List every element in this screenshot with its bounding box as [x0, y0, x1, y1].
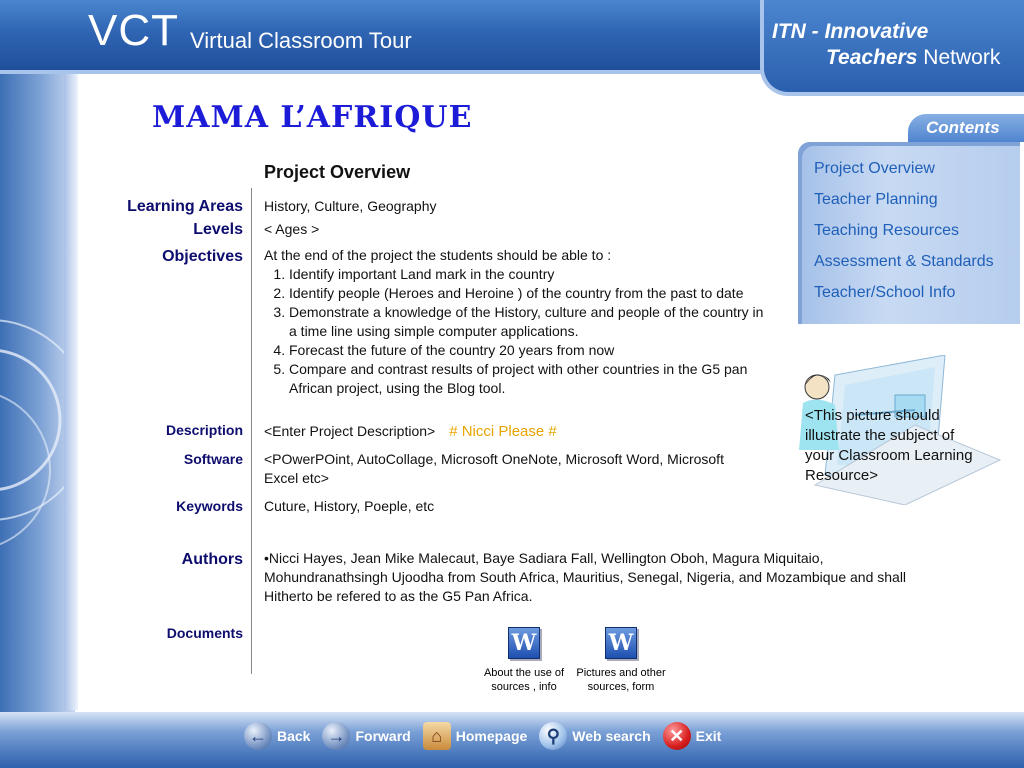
section-title: Project Overview [264, 162, 411, 182]
description-value: <Enter Project Description> [264, 423, 436, 439]
authors-value: •Nicci Hayes, Jean Mike Malecaut, Baye Sadiara Fall, Wellington Oboh, Magura Miquitaio, Mohundranathsingh Ujoodha from South Africa, Mauritius, Senegal, Nigeria, and Mozambique and shall Hitherto be refered to as the G5 Pan Africa. [264, 550, 907, 604]
description-note: # Nicci Please # [449, 423, 557, 440]
levels-label: Levels [193, 221, 243, 238]
contents-item-teacher-school-info[interactable]: Teacher/School Info [814, 284, 956, 301]
magnifier-icon: ⚲ [539, 722, 567, 750]
vct-subtitle: Virtual Classroom Tour [190, 28, 412, 53]
footer-nav [244, 722, 727, 750]
document-caption: About the use of sources , info [483, 667, 565, 693]
back-arrow-icon: ← [244, 722, 272, 750]
objective-item: 2. Identify people (Heroes and Heroine ) of the country from the past to date [289, 284, 769, 303]
column-divider [251, 188, 252, 674]
objectives-list [264, 265, 769, 398]
left-frame-edge [64, 70, 78, 710]
document-pictures-sources[interactable] [561, 627, 681, 694]
objective-item: 5. Compare and contrast results of project with other countries in the G5 pan African project, using the Blog tool. [289, 360, 769, 398]
objectives-label: Objectives [162, 248, 243, 265]
description-row [264, 422, 557, 441]
forward-arrow-icon: → [322, 722, 350, 750]
contents-item-teaching-resources[interactable]: Teaching Resources [814, 222, 959, 239]
keywords-label: Keywords [176, 498, 243, 514]
vct-logo: VCT [88, 6, 179, 55]
picture-caption: <This picture should illustrate the subject of your Classroom Learning Resource> [805, 407, 973, 484]
contents-panel [798, 142, 1020, 324]
learning-areas-value: History, Culture, Geography [264, 198, 437, 214]
itn-logo-box [760, 0, 1024, 96]
learning-areas-label: Learning Areas [127, 198, 243, 215]
homepage-button[interactable] [423, 722, 528, 750]
back-button[interactable] [244, 722, 310, 750]
itn-teachers: Teachers [826, 46, 918, 69]
description-label: Description [165, 422, 243, 438]
objectives-intro: At the end of the project the students should be able to : [264, 247, 612, 263]
itn-subtitle [826, 46, 1000, 70]
authors-label: Authors [181, 551, 243, 568]
web-search-label: Web search [572, 728, 651, 744]
home-icon: ⌂ [423, 722, 451, 750]
objective-item: 3. Demonstrate a knowledge of the History, culture and people of the country in a time line using simple computer applications. [289, 303, 769, 341]
objectives-block [264, 246, 769, 398]
document-caption: Pictures and other sources, form [576, 667, 666, 693]
page-title: MAMA L’AFRIQUE [152, 100, 473, 135]
contents-item-assessment-standards[interactable]: Assessment & Standards [814, 253, 994, 270]
word-document-icon[interactable]: W [508, 627, 540, 659]
back-label: Back [277, 728, 311, 744]
word-document-icon[interactable]: W [605, 627, 637, 659]
levels-value: < Ages > [264, 221, 320, 237]
contents-list [798, 142, 1020, 308]
documents-label: Documents [166, 625, 243, 641]
objective-item: 4. Forecast the future of the country 20 years from now [289, 341, 769, 360]
itn-network: Network [923, 46, 1001, 69]
exit-button[interactable] [663, 722, 722, 750]
keywords-value: Cuture, History, Poeple, etc [264, 498, 435, 514]
contents-item-teacher-planning[interactable]: Teacher Planning [814, 191, 938, 208]
software-label: Software [183, 451, 243, 467]
itn-title: ITN - Innovative [772, 20, 929, 43]
objective-item: 1. Identify important Land mark in the country [289, 265, 769, 284]
exit-x-icon: ✕ [663, 722, 691, 750]
contents-tab: Contents [908, 114, 1024, 142]
forward-button[interactable] [322, 722, 410, 750]
software-value: <POwerPOint, AutoCollage, Microsoft OneNote, Microsoft Word, Microsoft Excel etc> [264, 451, 724, 486]
exit-label: Exit [695, 728, 722, 744]
homepage-label: Homepage [455, 728, 528, 744]
web-search-button[interactable] [539, 722, 650, 750]
forward-label: Forward [355, 728, 411, 744]
contents-item-project-overview[interactable]: Project Overview [814, 160, 935, 177]
